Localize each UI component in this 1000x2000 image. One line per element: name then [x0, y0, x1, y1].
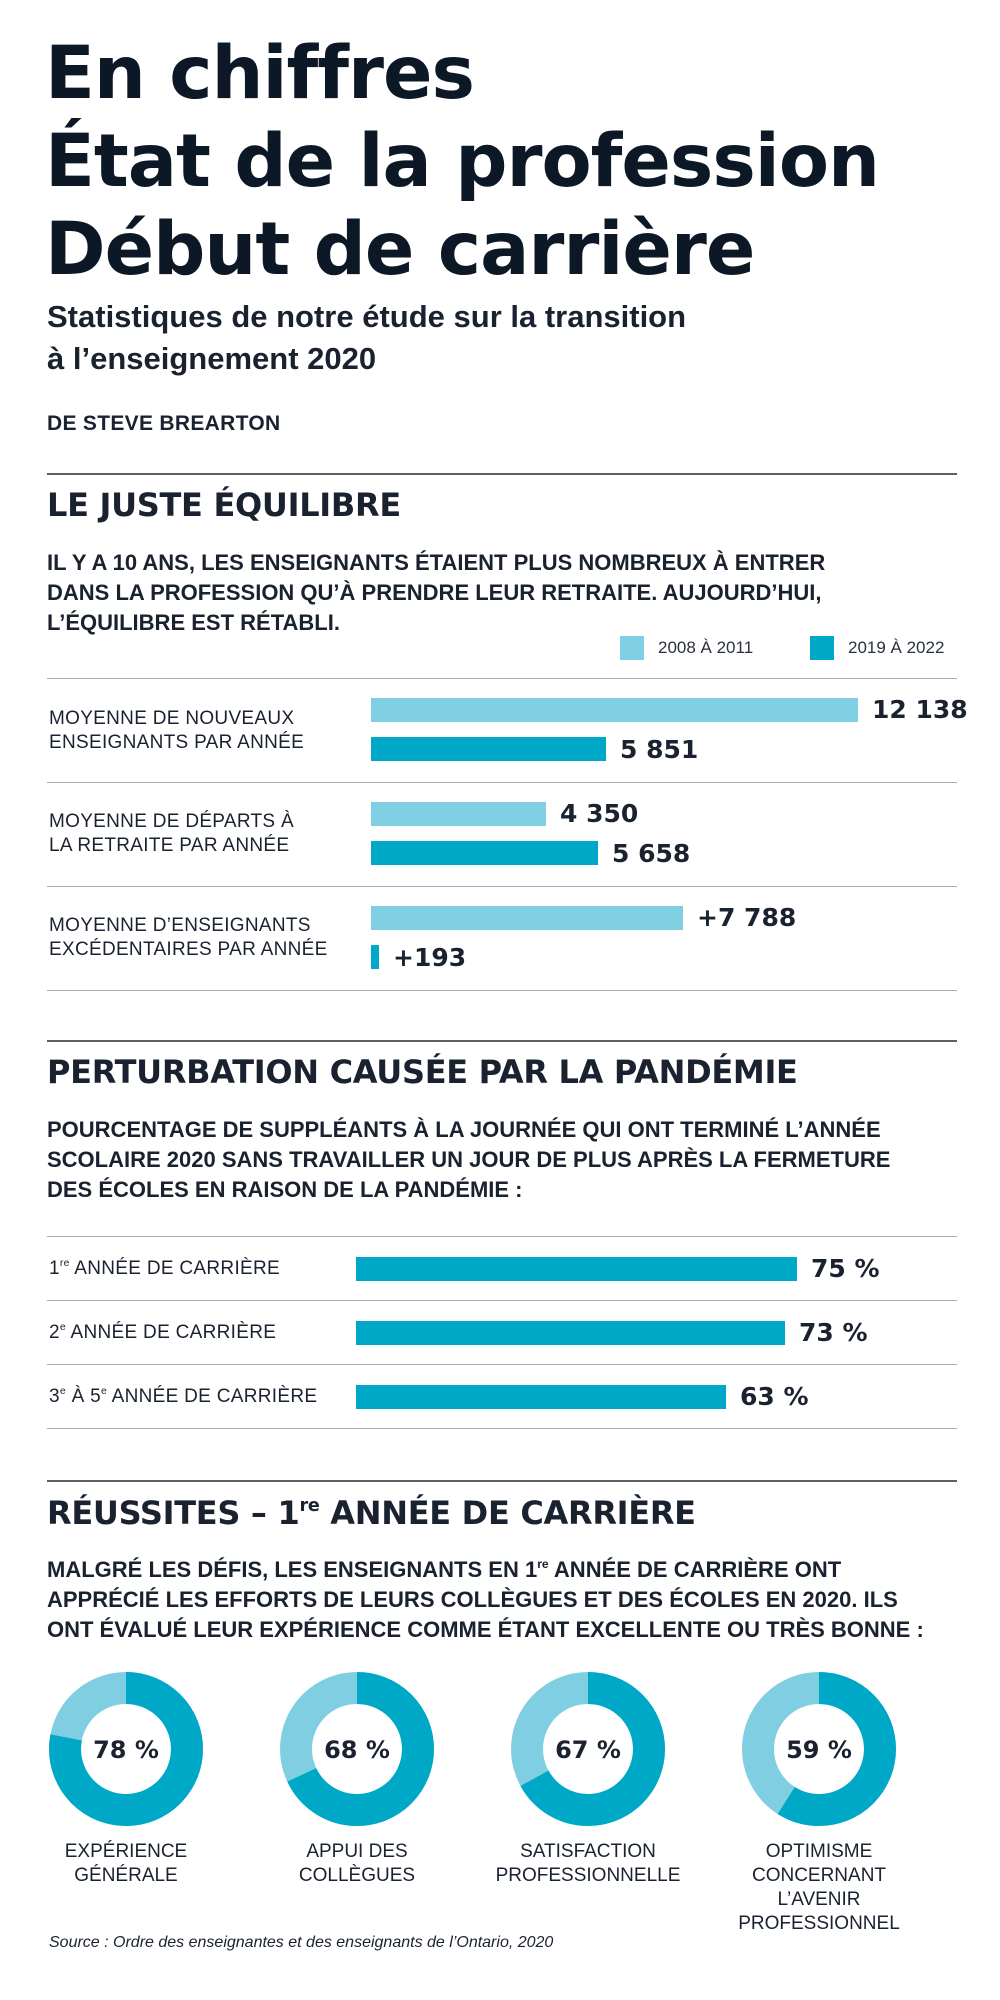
bar-row-label-year3-5	[49, 1385, 317, 1409]
value-retirements-2008-2011: 4 350	[560, 799, 639, 828]
donut-category-label	[704, 1840, 934, 1936]
bar-row-label-retirements	[49, 810, 294, 858]
row-divider	[47, 678, 957, 679]
bar-new-teachers-2019-2022	[371, 737, 606, 761]
row-divider	[47, 990, 957, 991]
bar-surplus-2008-2011	[371, 906, 683, 930]
bar-year1	[356, 1257, 797, 1281]
label-part: 2	[49, 1322, 60, 1343]
donut-category-label	[242, 1840, 472, 1888]
donut-chart	[280, 1672, 434, 1826]
label-part: ANNÉE DE CARRIÈRE	[65, 1322, 277, 1343]
value-retirements-2019-2022: 5 658	[612, 839, 691, 868]
value-surplus-2019-2022: +193	[393, 943, 467, 972]
label-part: ANNÉE DE CARRIÈRE	[107, 1386, 318, 1407]
title-line-2: État de la profession	[45, 119, 879, 204]
subtitle	[47, 296, 947, 380]
title-line-1: En chiffres	[45, 31, 474, 116]
section2-lede	[47, 1115, 967, 1205]
donut-category-label-line: EXPÉRIENCE	[64, 1841, 188, 1862]
donut-chart	[511, 1672, 665, 1826]
bar-row-label-line: MOYENNE DE DÉPARTS À	[49, 811, 294, 832]
legend-label-2008-2011: 2008 À 2011	[658, 638, 754, 657]
title-part: RÉUSSITES – 1	[47, 1494, 300, 1532]
row-divider	[47, 1364, 957, 1365]
value-new-teachers-2019-2022: 5 851	[620, 735, 699, 764]
section2-lede-line-3: DES ÉCOLES EN RAISON DE LA PANDÉMIE :	[47, 1177, 523, 1202]
donut-category-label-line: PROFESSIONNEL	[738, 1913, 900, 1934]
donut-chart	[49, 1672, 203, 1826]
section1-lede-line-2: DANS LA PROFESSION QU’À PRENDRE LEUR RETRAITE. AUJOURD’HUI,	[47, 580, 822, 605]
section-divider	[47, 473, 957, 475]
title-part: ANNÉE DE CARRIÈRE	[319, 1494, 696, 1532]
bar-row-label-line: EXCÉDENTAIRES PAR ANNÉE	[49, 939, 328, 960]
bar-row-label-line: LA RETRAITE PAR ANNÉE	[49, 835, 290, 856]
donut-value-label: 68 %	[324, 1736, 390, 1764]
bar-retirements-2008-2011	[371, 802, 546, 826]
bar-year3-5	[356, 1385, 726, 1409]
row-divider	[47, 1300, 957, 1301]
section3-lede	[47, 1555, 967, 1645]
bar-retirements-2019-2022	[371, 841, 598, 865]
subtitle-line-1: Statistiques de notre étude sur la transition	[47, 299, 687, 334]
lede-superscript: re	[537, 1556, 549, 1571]
bar-row-label-year2	[49, 1321, 276, 1345]
bar-row-label-line: ENSEIGNANTS PAR ANNÉE	[49, 732, 305, 753]
donut-value-label: 67 %	[555, 1736, 621, 1764]
value-new-teachers-2008-2011: 12 138	[872, 695, 968, 724]
donut-value-label: 59 %	[786, 1736, 852, 1764]
section2-lede-line-2: SCOLAIRE 2020 SANS TRAVAILLER UN JOUR DE PLUS APRÈS LA FERMETURE	[47, 1147, 891, 1172]
title-line-3: Début de carrière	[45, 207, 755, 292]
lede-part: MALGRÉ LES DÉFIS, LES ENSEIGNANTS EN 1	[47, 1557, 538, 1582]
bar-row-label-year1	[49, 1257, 280, 1281]
label-part: 3	[49, 1386, 60, 1407]
donut-category-label-line: OPTIMISME	[765, 1841, 873, 1862]
label-part: 1	[49, 1258, 60, 1279]
section-divider	[47, 1480, 957, 1482]
byline: DE STEVE BREARTON	[47, 412, 281, 435]
section3-lede-line-3: ONT ÉVALUÉ LEUR EXPÉRIENCE COMME ÉTANT EXCELLENTE OU TRÈS BONNE :	[47, 1617, 924, 1642]
section3-title	[47, 1494, 696, 1532]
bar-row-label-line: MOYENNE DE NOUVEAUX	[49, 708, 295, 729]
donut-value-label: 78 %	[93, 1736, 159, 1764]
lede-part: ANNÉE DE CARRIÈRE ONT	[548, 1557, 842, 1582]
section1-lede	[47, 548, 967, 638]
bar-row-label-line: MOYENNE D’ENSEIGNANTS	[49, 915, 311, 936]
label-superscript: e	[59, 1322, 66, 1334]
bar-year2	[356, 1321, 785, 1345]
value-surplus-2008-2011: +7 788	[697, 903, 797, 932]
donut-category-label	[473, 1840, 703, 1888]
row-divider	[47, 1236, 957, 1237]
label-superscript: re	[59, 1258, 70, 1270]
bar-row-label-surplus	[49, 914, 328, 962]
value-year3-5: 63 %	[740, 1382, 809, 1411]
legend-item-2019-2022	[810, 636, 944, 660]
donut-chart	[742, 1672, 896, 1826]
donut-category-label-line: CONCERNANT	[751, 1865, 887, 1886]
section1-lede-line-3: L’ÉQUILIBRE EST RÉTABLI.	[47, 610, 340, 635]
legend-label-2019-2022: 2019 À 2022	[848, 638, 945, 657]
bar-row-label-new-teachers	[49, 707, 304, 755]
donut-category-label-line: PROFESSIONNELLE	[495, 1865, 681, 1886]
donut-category-label-line: SATISFACTION	[520, 1841, 656, 1862]
row-divider	[47, 782, 957, 783]
donut-category-label-line: GÉNÉRALE	[74, 1865, 178, 1886]
bar-surplus-2019-2022	[371, 945, 379, 969]
title-superscript: re	[299, 1495, 320, 1516]
legend-swatch-light	[620, 636, 644, 660]
bar-new-teachers-2008-2011	[371, 698, 858, 722]
donut-category-label-line: L’AVENIR	[777, 1889, 861, 1910]
subtitle-line-2: à l’enseignement 2020	[47, 341, 377, 376]
label-superscript: e	[59, 1386, 66, 1398]
donut-category-label-line: APPUI DES	[306, 1841, 408, 1862]
value-year2: 73 %	[799, 1318, 868, 1347]
label-superscript: e	[100, 1386, 108, 1398]
section2-lede-line-1: POURCENTAGE DE SUPPLÉANTS À LA JOURNÉE QUI ONT TERMINÉ L’ANNÉE	[47, 1117, 881, 1142]
donut-category-label-line: COLLÈGUES	[298, 1865, 416, 1886]
label-part: À 5	[65, 1386, 101, 1407]
legend-swatch-dark	[810, 636, 834, 660]
legend-item-2008-2011	[620, 636, 753, 660]
section3-lede-line-2: APPRÉCIÉ LES EFFORTS DE LEURS COLLÈGUES ET DES ÉCOLES EN 2020. ILS	[47, 1587, 898, 1612]
source-note: Source : Ordre des enseignantes et des enseignants de l’Ontario, 2020	[49, 1934, 554, 1951]
section3-lede-line-1	[47, 1555, 967, 1585]
page-title	[45, 30, 965, 294]
section2-title: PERTURBATION CAUSÉE PAR LA PANDÉMIE	[47, 1053, 798, 1091]
value-year1: 75 %	[811, 1254, 880, 1283]
donut-category-label	[11, 1840, 241, 1888]
section-divider	[47, 1040, 957, 1042]
row-divider	[47, 886, 957, 887]
label-part: ANNÉE DE CARRIÈRE	[69, 1258, 280, 1279]
section1-lede-line-1: IL Y A 10 ANS, LES ENSEIGNANTS ÉTAIENT PLUS NOMBREUX À ENTRER	[47, 550, 826, 575]
row-divider	[47, 1428, 957, 1429]
section1-title: LE JUSTE ÉQUILIBRE	[47, 486, 401, 524]
